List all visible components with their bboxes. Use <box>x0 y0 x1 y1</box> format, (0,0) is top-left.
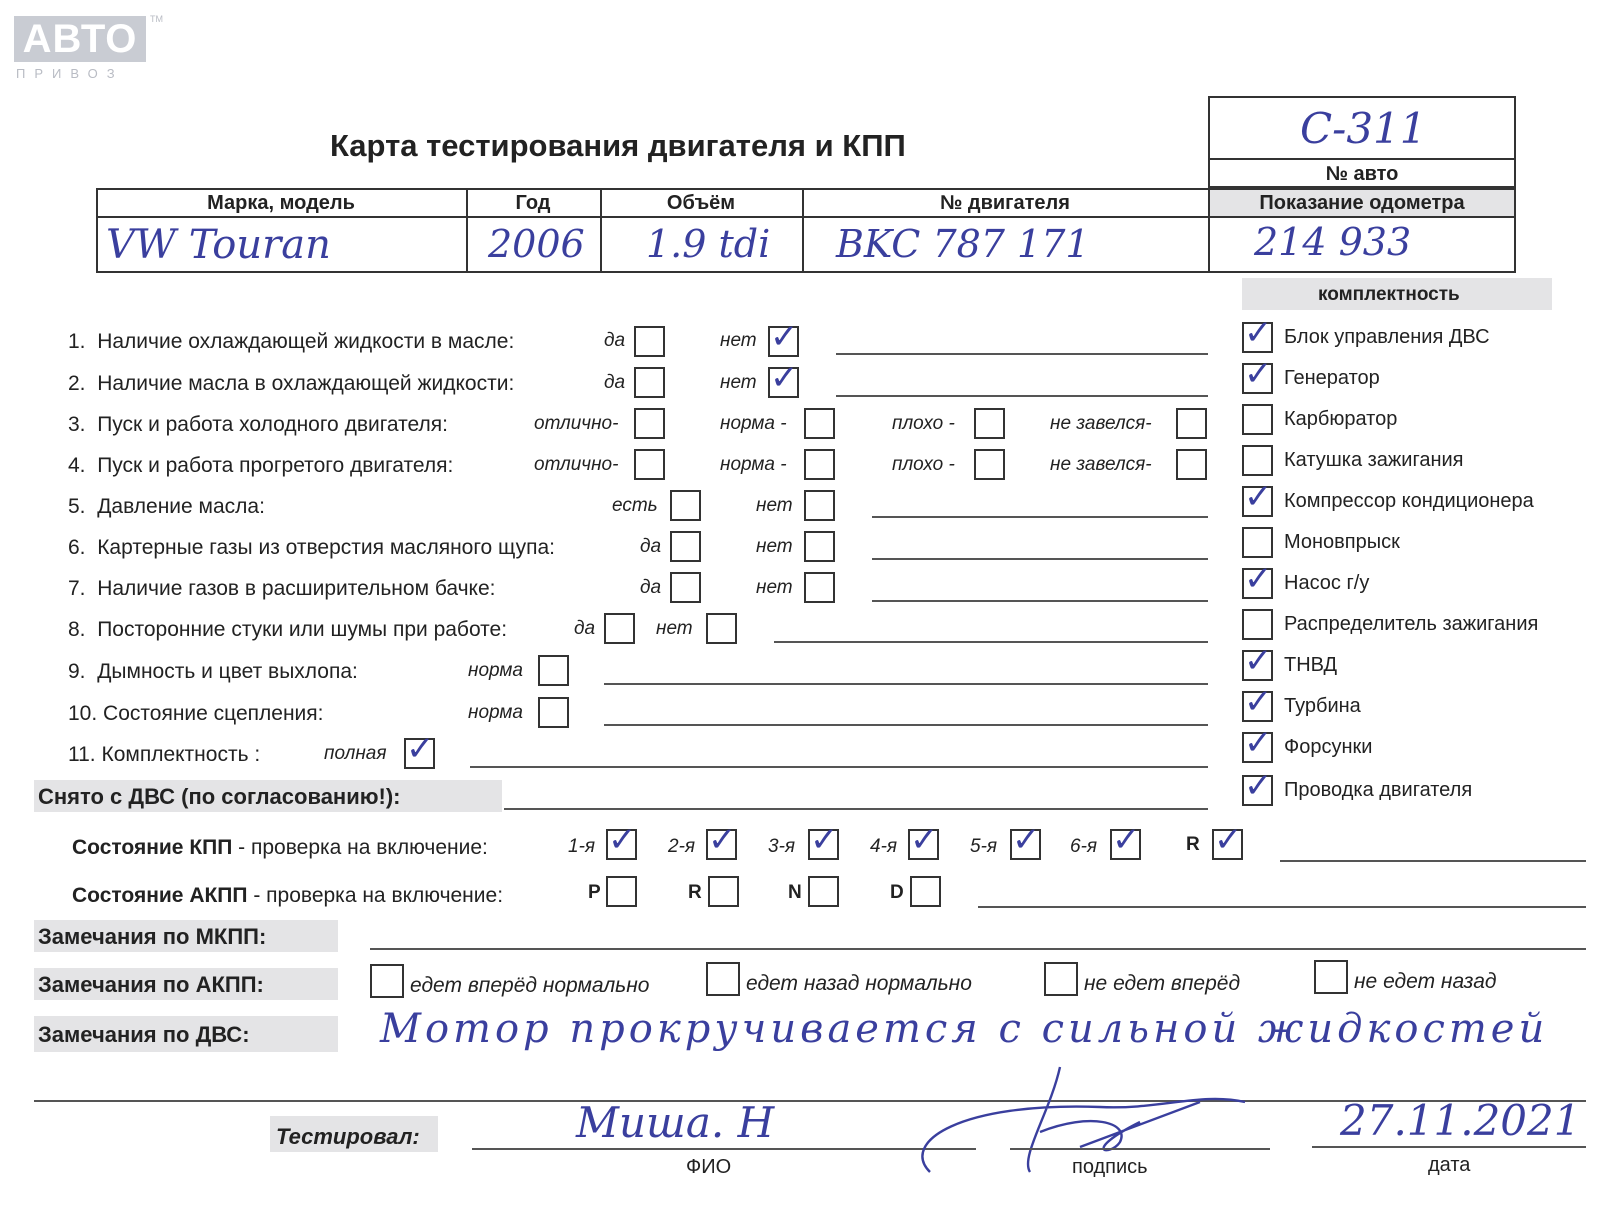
kpp-gear-2-label: 2-я <box>668 836 696 857</box>
check-mark: ✓ <box>1244 766 1273 806</box>
item-4-opt-not-started: не завелся- <box>1050 454 1152 475</box>
compl-label-7: Насос г/у <box>1284 572 1370 594</box>
compl-label-1: Блок управления ДВС <box>1284 326 1490 348</box>
akpp-option-3-label: не едет вперёд <box>1084 972 1241 995</box>
remarks-dvs-handwritten: Мотор прокручивается с сильной жидкостей <box>380 1006 1549 1052</box>
akpp-option-1-checkbox[interactable] <box>370 964 404 998</box>
item-10-normal-checkbox[interactable] <box>538 697 569 728</box>
compl-label-6: Моновпрыск <box>1284 531 1400 553</box>
fio-label: ФИО <box>686 1156 732 1178</box>
compl-checkbox-8[interactable] <box>1242 609 1273 640</box>
kpp-gear-r-label: R <box>1186 834 1200 855</box>
col-header-engine-no: № двигателя <box>940 192 1070 214</box>
item-8-yes-checkbox[interactable] <box>604 613 635 644</box>
check-mark: ✓ <box>1244 313 1273 353</box>
check-mark: ✓ <box>708 820 737 860</box>
compl-checkbox-6[interactable] <box>1242 527 1273 558</box>
item-5-line <box>872 516 1208 518</box>
col-header-make-model: Марка, модель <box>207 192 355 214</box>
completeness-title: комплектность <box>1318 284 1460 305</box>
check-mark: ✓ <box>1244 354 1273 394</box>
item-7-opt-yes: да <box>640 577 662 598</box>
odometer-value: 214 933 <box>1254 220 1412 264</box>
akpp-option-2-checkbox[interactable] <box>706 962 740 996</box>
item-7-opt-no: нет <box>756 577 793 598</box>
item-6: 6. Картерные газы из отверстия масляного щупа: <box>68 536 555 559</box>
fio-value: Миша. Н <box>576 1098 775 1147</box>
item-3-opt-bad: плохо - <box>892 413 955 434</box>
col-header-odometer: Показание одометра <box>1259 192 1465 214</box>
removed-line <box>504 808 1208 810</box>
item-6-line <box>872 558 1208 560</box>
logo-subtitle: ПРИВОЗ <box>16 66 124 81</box>
item-6-opt-no: нет <box>756 536 793 557</box>
item-1-yes-checkbox[interactable] <box>634 326 665 357</box>
item-8: 8. Посторонние стуки или шумы при работе: <box>68 618 508 641</box>
compl-label-11: Форсунки <box>1284 736 1373 758</box>
volume-value: 1.9 tdi <box>646 222 771 266</box>
check-mark: ✓ <box>1244 477 1273 517</box>
logo: АВТО <box>14 16 146 62</box>
item-4: 4. Пуск и работа прогретого двигателя: <box>68 454 454 477</box>
item-4-bad-checkbox[interactable] <box>974 449 1005 480</box>
car-number-value: С-311 <box>1300 104 1427 153</box>
item-9-line <box>604 683 1208 685</box>
item-3-not-started-checkbox[interactable] <box>1176 408 1207 439</box>
make-model-value: VW Touran <box>106 222 331 268</box>
check-mark: ✓ <box>1214 820 1243 860</box>
item-10-line <box>604 724 1208 726</box>
item-9-normal-checkbox[interactable] <box>538 655 569 686</box>
date-label: дата <box>1428 1154 1471 1176</box>
year-value: 2006 <box>488 222 585 266</box>
akpp-option-3-checkbox[interactable] <box>1044 962 1078 996</box>
item-10: 10. Состояние сцепления: <box>68 702 324 725</box>
remarks-dvs-label: Замечания по ДВС: <box>38 1022 250 1047</box>
item-8-opt-no: нет <box>656 618 693 639</box>
compl-label-3: Карбюратор <box>1284 408 1398 430</box>
akpp-gear-p-label: P <box>588 882 601 903</box>
item-4-opt-bad: плохо - <box>892 454 955 475</box>
date-line <box>1312 1146 1586 1148</box>
tested-label: Тестировал: <box>276 1124 420 1149</box>
item-3: 3. Пуск и работа холодного двигателя: <box>68 413 448 436</box>
compl-label-8: Распределитель зажигания <box>1284 613 1539 635</box>
compl-label-9: ТНВД <box>1284 654 1338 676</box>
item-9-opt-normal: норма <box>468 660 523 681</box>
item-1-line <box>836 353 1208 355</box>
akpp-option-4-checkbox[interactable] <box>1314 960 1348 994</box>
item-4-not-started-checkbox[interactable] <box>1176 449 1207 480</box>
compl-checkbox-3[interactable] <box>1242 404 1273 435</box>
check-mark: ✓ <box>910 820 939 860</box>
item-7: 7. Наличие газов в расширительном бачке: <box>68 577 496 600</box>
item-1: 1. Наличие охлаждающей жидкости в масле: <box>68 330 515 353</box>
logo-tm: TM <box>150 14 163 24</box>
compl-label-5: Компрессор кондиционера <box>1284 490 1534 512</box>
item-1-opt-no: нет <box>720 330 757 351</box>
date-value: 27.11.2021 <box>1340 1096 1581 1145</box>
compl-checkbox-4[interactable] <box>1242 445 1273 476</box>
item-6-yes-checkbox[interactable] <box>670 531 701 562</box>
car-number-box <box>1208 96 1516 188</box>
akpp-gear-d-label: D <box>890 882 904 903</box>
check-mark: ✓ <box>1244 723 1273 763</box>
kpp-gear-5-checkbox[interactable] <box>1010 820 1041 860</box>
kpp-gear-r-checkbox[interactable] <box>1212 820 1243 860</box>
item-10-opt-normal: норма <box>468 702 523 723</box>
item-11-full-checkbox[interactable] <box>404 729 435 769</box>
item-1-no-checkbox[interactable] <box>768 317 799 357</box>
kpp-gear-3-label: 3-я <box>768 836 796 857</box>
compl-checkbox-12[interactable] <box>1242 766 1273 806</box>
kpp-label: Состояние КПП - проверка на включение: <box>72 836 488 859</box>
check-mark: ✓ <box>1112 820 1141 860</box>
check-mark: ✓ <box>1244 682 1273 722</box>
compl-checkbox-11[interactable] <box>1242 723 1273 763</box>
check-mark: ✓ <box>810 820 839 860</box>
item-5-yes-checkbox[interactable] <box>670 490 701 521</box>
kpp-line <box>1280 860 1586 862</box>
item-5-no-checkbox[interactable] <box>804 490 835 521</box>
remarks-mkpp-line <box>370 948 1586 950</box>
item-2-no-checkbox[interactable] <box>768 358 799 398</box>
item-3-normal-checkbox[interactable] <box>804 408 835 439</box>
akpp-gear-d-checkbox[interactable] <box>910 876 941 907</box>
col-header-year: Год <box>515 192 551 214</box>
info-table-header-divider <box>96 216 1516 218</box>
kpp-gear-3-checkbox[interactable] <box>808 820 839 860</box>
akpp-gear-r-checkbox[interactable] <box>708 876 739 907</box>
item-3-opt-excellent: отлично- <box>534 413 619 434</box>
akpp-gear-p-checkbox[interactable] <box>606 876 637 907</box>
kpp-gear-5-label: 5-я <box>970 836 998 857</box>
item-11-line <box>470 766 1208 768</box>
col-header-volume: Объём <box>666 192 736 214</box>
remarks-akpp-label: Замечания по АКПП: <box>38 972 264 997</box>
item-8-opt-yes: да <box>574 618 596 639</box>
item-4-normal-checkbox[interactable] <box>804 449 835 480</box>
item-11-opt-full: полная <box>324 743 387 764</box>
akpp-option-4-label: не едет назад <box>1354 970 1497 993</box>
item-2-yes-checkbox[interactable] <box>634 367 665 398</box>
compl-label-10: Турбина <box>1284 695 1361 717</box>
item-3-bad-checkbox[interactable] <box>974 408 1005 439</box>
remarks-mkpp-label: Замечания по МКПП: <box>38 924 267 949</box>
item-3-opt-not-started: не завелся- <box>1050 413 1152 434</box>
signature-line <box>1010 1148 1270 1150</box>
item-5-opt-no: нет <box>756 495 793 516</box>
kpp-gear-6-checkbox[interactable] <box>1110 820 1141 860</box>
compl-label-12: Проводка двигателя <box>1284 779 1473 801</box>
engine-no-value: BKC 787 171 <box>836 222 1090 266</box>
removed-label: Снято с ДВС (по согласованию!): <box>38 784 401 809</box>
item-3-excellent-checkbox[interactable] <box>634 408 665 439</box>
compl-checkbox-2[interactable] <box>1242 354 1273 394</box>
compl-checkbox-1[interactable] <box>1242 313 1273 353</box>
akpp-option-1-label: едет вперёд нормально <box>410 974 650 997</box>
check-mark: ✓ <box>608 820 637 860</box>
item-7-yes-checkbox[interactable] <box>670 572 701 603</box>
compl-checkbox-10[interactable] <box>1242 682 1273 722</box>
page-title: Карта тестирования двигателя и КПП <box>330 128 906 163</box>
item-8-no-checkbox[interactable] <box>706 613 737 644</box>
item-6-no-checkbox[interactable] <box>804 531 835 562</box>
kpp-gear-4-checkbox[interactable] <box>908 820 939 860</box>
item-3-opt-normal: норма - <box>720 413 787 434</box>
item-4-excellent-checkbox[interactable] <box>634 449 665 480</box>
item-9: 9. Дымность и цвет выхлопа: <box>68 660 358 683</box>
car-number-divider <box>1210 158 1514 160</box>
item-2: 2. Наличие масла в охлаждающей жидкости: <box>68 372 515 395</box>
compl-label-2: Генератор <box>1284 367 1380 389</box>
item-4-opt-normal: норма - <box>720 454 787 475</box>
car-number-label: № авто <box>1325 163 1399 185</box>
item-4-opt-excellent: отлично- <box>534 454 619 475</box>
check-mark: ✓ <box>1244 559 1273 599</box>
item-8-line <box>774 641 1208 643</box>
akpp-gear-r-label: R <box>688 882 702 903</box>
akpp-label: Состояние АКПП - проверка на включение: <box>72 884 504 907</box>
item-2-opt-yes: да <box>604 372 626 393</box>
kpp-gear-1-label: 1-я <box>568 836 596 857</box>
check-mark: ✓ <box>1012 820 1041 860</box>
compl-label-4: Катушка зажигания <box>1284 449 1464 471</box>
item-7-line <box>872 600 1208 602</box>
akpp-gear-n-checkbox[interactable] <box>808 876 839 907</box>
check-mark: ✓ <box>406 729 435 769</box>
item-2-line <box>836 395 1208 397</box>
compl-checkbox-7[interactable] <box>1242 559 1273 599</box>
check-mark: ✓ <box>770 358 799 398</box>
kpp-gear-2-checkbox[interactable] <box>706 820 737 860</box>
item-5: 5. Давление масла: <box>68 495 265 518</box>
akpp-line <box>978 906 1586 908</box>
item-5-opt-yes: есть <box>612 495 658 516</box>
kpp-gear-1-checkbox[interactable] <box>606 820 637 860</box>
signature-label: подпись <box>1072 1156 1148 1178</box>
item-6-opt-yes: да <box>640 536 662 557</box>
check-mark: ✓ <box>1244 641 1273 681</box>
item-7-no-checkbox[interactable] <box>804 572 835 603</box>
check-mark: ✓ <box>770 317 799 357</box>
item-11: 11. Комплектность : <box>68 743 261 766</box>
kpp-gear-4-label: 4-я <box>870 836 898 857</box>
akpp-gear-n-label: N <box>788 882 802 903</box>
item-2-opt-no: нет <box>720 372 757 393</box>
akpp-option-2-label: едет назад нормально <box>746 972 972 995</box>
compl-checkbox-5[interactable] <box>1242 477 1273 517</box>
compl-checkbox-9[interactable] <box>1242 641 1273 681</box>
item-1-opt-yes: да <box>604 330 626 351</box>
kpp-gear-6-label: 6-я <box>1070 836 1098 857</box>
